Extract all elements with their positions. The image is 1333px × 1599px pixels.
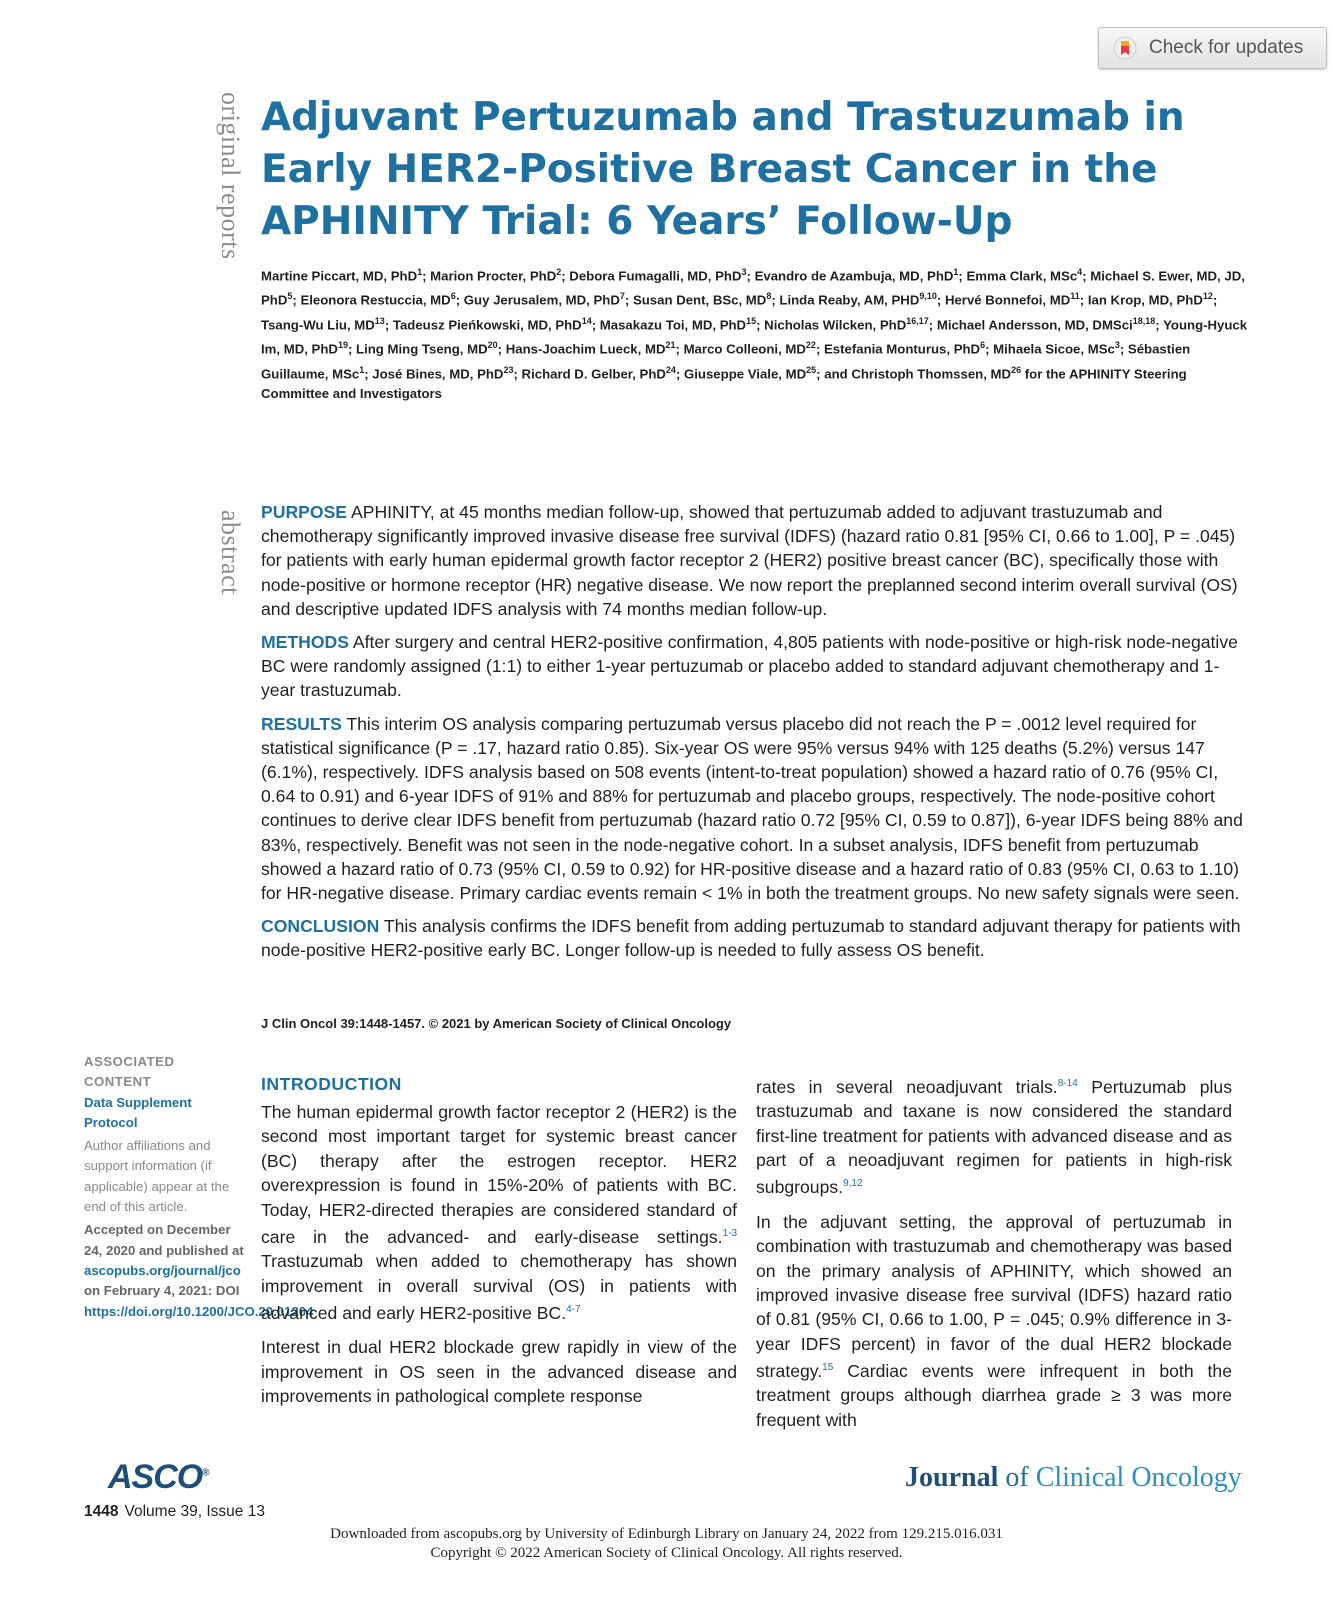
bookmark-icon: [1113, 36, 1137, 60]
author-name: Young-Hyuck Im, MD, PhD: [261, 317, 1248, 357]
author-name: Marion Procter, PhD: [430, 268, 557, 284]
intro-paragraph-1: [261, 1100, 737, 1325]
asco-logo: [108, 1458, 209, 1497]
author-name: Ian Krop, MD, PhD: [1087, 292, 1203, 308]
conclusion-text: This analysis confirms the IDFS benefit from adding pertuzumab to standard adjuvant therapy for patients with node-positive HER2-positive early BC. Longer follow-up is needed to fully assess OS benefit.: [261, 916, 1241, 961]
author-affiliation-ref: 26: [1011, 364, 1022, 375]
author-affiliation-ref: 6: [450, 291, 456, 302]
author-name: Debora Fumagalli, MD, PhD: [569, 268, 742, 284]
author-name: Linda Reaby, AM, PHD: [779, 292, 920, 308]
reference-link[interactable]: 9,12: [843, 1178, 863, 1190]
author-name: Hans-Joachim Lueck, MD: [505, 341, 666, 357]
author-name: Giuseppe Viale, MD: [684, 365, 807, 381]
section-label-original-reports: original reports: [216, 92, 245, 260]
data-supplement-link[interactable]: Data Supplement: [84, 1094, 192, 1110]
asco-logo-text: ASCO: [108, 1458, 203, 1496]
journal-logo-of: of: [998, 1462, 1036, 1493]
author-name: Emma Clark, MSc: [966, 268, 1078, 284]
article-title: Adjuvant Pertuzumab and Trastuzumab in Early HER2-Positive Breast Cancer in the APHINITY Trial: 6 Years’ Follow-Up: [261, 95, 1185, 244]
author-name: Sébastien Guillaume, MSc: [261, 341, 1191, 381]
section-label-abstract: abstract: [216, 510, 245, 595]
author-affiliation-ref: 1: [953, 267, 959, 277]
author-name: Masakazu Toi, MD, PhD: [599, 317, 747, 333]
page-info: [84, 1503, 265, 1521]
reference-link[interactable]: 15: [822, 1362, 834, 1374]
author-affiliation-ref: 12: [1202, 291, 1213, 302]
author-affiliation-ref: 6: [980, 340, 986, 351]
author-name: Tsang-Wu Liu, MD: [261, 317, 375, 333]
introduction-heading: INTRODUCTION: [261, 1074, 402, 1094]
associated-content-heading: ASSOCIATED CONTENT: [84, 1054, 175, 1090]
journal-logo: [905, 1462, 1242, 1494]
author-affiliation-ref: 3: [741, 267, 747, 277]
intro-p1-text: The human epidermal growth factor receptor 2 (HER2) is the second most important target for systemic breast cancer (BC) therapy after the estrogen receptor. HER2 overexpression is found in 15%-20% of patients with BC. Today, HER2-directed therapies are considered standard of care in the advanced- and early-disease settings.: [261, 1102, 737, 1247]
registered-mark: ®: [202, 1467, 209, 1479]
methods-label: METHODS: [261, 632, 349, 653]
journal-logo-first: Journal: [905, 1462, 999, 1493]
author-name: Michael S. Ewer, MD, JD, PhD: [261, 268, 1245, 308]
conclusion-label: CONCLUSION: [261, 916, 380, 937]
affiliations-note: Author affiliations and support information (if applicable) appear at the end of this article.: [84, 1138, 230, 1215]
author-name: José Bines, MD, PhD: [372, 365, 504, 381]
accepted-text: Accepted on December 24, 2020 and published at: [84, 1222, 244, 1258]
author-name: Estefania Monturus, PhD: [824, 341, 981, 357]
abstract-purpose: [261, 500, 1251, 621]
intro-paragraph-3: [756, 1072, 1232, 1200]
intro-p3b-text: Pertuzumab plus trastuzumab and taxane is now considered the standard first-line treatment for patients with advanced disease and as part of a neoadjuvant regimen for patients in high-risk subgroups.: [756, 1076, 1232, 1198]
doi-link[interactable]: https://doi.org/10.1200/JCO.20.01204: [84, 1303, 314, 1319]
intro-paragraph-2: Interest in dual HER2 blockade grew rapidly in view of the improvement in OS seen in the advanced disease and improvements in pathological complete response: [261, 1337, 737, 1407]
author-affiliation-ref: 13: [374, 315, 385, 326]
intro-p4-text: In the adjuvant setting, the approval of pertuzumab in combination with trastuzumab and chemotherapy was based on the primary analysis of APHINITY, which showed an improved invasive disease free survival (IDFS) hazard ratio of 0.81 (95% CI, 0.66 to 1.00, P = .045; 0.9% difference in 3-year IDFS percent) in favor of the dual HER2 blockade strategy.: [756, 1211, 1232, 1382]
intro-p3-text: rates in several neoadjuvant trials.: [756, 1076, 1058, 1097]
author-name: Tadeusz Pieńkowski, MD, PhD: [392, 317, 582, 333]
intro-p4b-text: Cardiac events were infrequent in both the treatment groups although diarrhea grade ≥ 3 was more frequent with: [756, 1361, 1232, 1430]
author-group-suffix: for the APHINITY Steering Committee and Investigators: [261, 365, 1187, 401]
author-name: Richard D. Gelber, PhD: [521, 365, 666, 381]
abstract: [261, 500, 1251, 972]
download-notice: Downloaded from ascopubs.org by University of Edinburgh Library on January 24, 2022 from 129.215.016.031: [330, 1526, 1003, 1542]
volume-issue: Volume 39, Issue 13: [124, 1503, 265, 1520]
author-affiliation-ref: 18,18: [1132, 315, 1156, 326]
journal-citation: J Clin Oncol 39:1448-1457. © 2021 by American Society of Clinical Oncology: [261, 1016, 732, 1031]
author-affiliation-ref: 15: [746, 315, 757, 326]
body-column-left: [261, 1072, 737, 1419]
publication-info: [84, 1220, 314, 1321]
author-affiliation-ref: 7: [619, 291, 625, 302]
author-affiliation-ref: 20: [487, 340, 498, 351]
author-affiliation-ref: 24: [665, 364, 676, 375]
intro-paragraph-4: [756, 1210, 1232, 1433]
reference-link[interactable]: 1-3: [722, 1228, 737, 1240]
journal-site-link[interactable]: ascopubs.org/journal/jco: [84, 1262, 241, 1278]
author-name: Susan Dent, BSc, MD: [632, 292, 767, 308]
author-name: Nicholas Wilcken, PhD: [764, 317, 907, 333]
copyright-notice: Copyright © 2022 American Society of Clinical Oncology. All rights reserved.: [430, 1545, 903, 1561]
author-name: Marco Colleoni, MD: [683, 341, 806, 357]
author-name: Michael Andersson, MD, DMSci: [936, 317, 1133, 333]
author-affiliation-ref: 1: [359, 364, 365, 375]
results-label: RESULTS: [261, 713, 342, 734]
author-list: Martine Piccart, MD, PhD$^1$; Marion Procter, PhD$^2$; Debora Fumagalli, MD, PhD$^3$; Evandro de Azambuja, MD, PhD$^1$; Emma Clark, MSc$^4$; Michael S. Ewer, MD, JD, PhD$^5$; Eleonora Restuccia, $MD^6$; Guy Jerusalem, MD, PhD$^7$; Susan Dent, BSc, $MD^8$; Linda Reaby, AM, PHD$^{9,10}$; Hervé Bonnefoi, MD$^{11}$; Ian Krop, MD, PhD$^{12}$; Tsang-Wu Liu, MD$^{13}$; Tadeusz Pieńkowski, MD, PhD$^{14}$; Masakazu Toi, MD, PhD$^{15}$; Nicholas Wilcken, PhD$^{16,17}$; Michael Andersson, MD, DMSci$^{18,18}$; Young-Hyuck Im, MD, PhD$^{19}$; Ling Ming Tseng, MD$^{20}$; Hans-Joachim Lueck, MD$^{21}$; Marco Colleoni, MD$^{22}$; Estefania Monturus, PhD$^6$; Mihaela Sicoe, MSc$^3$; Sébastien Guillaume, MSc$^1$; José Bines, MD, PhD$^{23}$; Richard D. Gelber, PhD$^{24}$; Giuseppe Viale, MD$^{25}$; and Christoph Thomssen, MD$^{26}$ for the APHINITY Steering Committee and Investigators: [261, 267, 1248, 401]
check-for-updates-label: Check for updates: [1149, 37, 1304, 58]
author-affiliation-ref: 3: [1114, 340, 1120, 351]
author-affiliation-ref: 2: [556, 267, 562, 277]
author-affiliation-ref: 9,10: [919, 291, 937, 302]
author-name: Martine Piccart, MD, PhD: [261, 268, 418, 284]
author-affiliation-ref: 25: [806, 364, 817, 375]
check-for-updates-button[interactable]: [1098, 27, 1327, 69]
journal-logo-rest: Clinical Oncology: [1035, 1462, 1242, 1493]
author-affiliation-ref: 8: [766, 291, 772, 302]
intro-p1b-text: Trastuzumab when added to chemotherapy has shown improvement in overall survival (OS) in patients with advanced and early HER2-positive BC.: [261, 1251, 737, 1323]
author-name: Hervé Bonnefoi, MD: [944, 292, 1071, 308]
author-affiliation-ref: 16,17: [906, 315, 929, 326]
author-name: Mihaela Sicoe, MSc: [993, 341, 1115, 357]
author-name: Eleonora Restuccia, MD: [300, 292, 451, 308]
author-affiliation-ref: 1: [417, 267, 423, 277]
abstract-results: [261, 712, 1251, 906]
author-name: and Christoph Thomssen, MD: [824, 365, 1012, 381]
reference-link[interactable]: 8-14: [1057, 1078, 1078, 1089]
published-on-text: on February 4, 2021: DOI: [84, 1283, 240, 1299]
author-affiliation-ref: 23: [503, 364, 514, 375]
author-affiliation-ref: 22: [805, 340, 816, 351]
body-column-right: [756, 1072, 1232, 1442]
protocol-link[interactable]: Protocol: [84, 1114, 138, 1130]
abstract-methods: [261, 630, 1251, 703]
page-number: 1448: [84, 1503, 119, 1520]
associated-content-sidebar: [84, 1052, 314, 1322]
purpose-text: APHINITY, at 45 months median follow-up, showed that pertuzumab added to adjuvant trastuzumab and chemotherapy significantly improved invasive disease free survival (IDFS) (hazard ratio 0.81 [95% CI, 0.66 to 1.00], P = .045) for patients with early human epidermal growth factor receptor 2 (HER2) positive breast cancer (BC), specifically those with node-positive or hormone receptor (HR) negative disease. We now report the preplanned second interim overall survival (OS) and descriptive updated IDFS analysis with 74 months median follow-up.: [261, 502, 1238, 619]
author-name: Ling Ming Tseng, MD: [356, 341, 488, 357]
author-affiliation-ref: 4: [1077, 267, 1083, 277]
purpose-label: PURPOSE: [261, 502, 348, 522]
author-name: Evandro de Azambuja, MD, PhD: [754, 268, 954, 284]
author-affiliation-ref: 5: [287, 291, 293, 302]
author-name: Guy Jerusalem, MD, PhD: [463, 292, 620, 308]
abstract-conclusion: [261, 914, 1251, 962]
methods-text: After surgery and central HER2-positive confirmation, 4,805 patients with node-positive or high-risk node-negative BC were randomly assigned (1:1) to either 1-year pertuzumab or placebo added to standard adjuvant chemotherapy and 1-year trastuzumab.: [261, 632, 1238, 701]
results-text: This interim OS analysis comparing pertuzumab versus placebo did not reach the P = .0012 level required for statistical significance (P = .17, hazard ratio 0.85). Six-year OS were 95% versus 94% with 125 deaths (5.2%) versus 147 (6.1%), respectively. IDFS analysis based on 508 events (intent-to-treat population) showed a hazard ratio of 0.76 (95% CI, 0.64 to 0.91) and 6-year IDFS of 91% and 88% for pertuzumab and placebo groups, respectively. The node-positive cohort continues to derive clear IDFS benefit from pertuzumab (hazard ratio 0.72 [95% CI, 0.59 to 0.87]), 6-year IDFS being 88% and 83%, respectively. Benefit was not seen in the node-negative cohort. In a subset analysis, IDFS benefit from pertuzumab showed a hazard ratio of 0.73 (95% CI, 0.59 to 0.92) for HR-positive disease and a hazard ratio of 0.83 (95% CI, 0.63 to 1.10) for HR-negative disease. Primary cardiac events remain < 1% in both the treatment groups. No new safety signals were seen.: [261, 713, 1243, 904]
reference-link[interactable]: 4-7: [566, 1304, 581, 1316]
author-affiliation-ref: 11: [1070, 291, 1080, 302]
author-affiliation-ref: 21: [665, 340, 676, 351]
author-affiliation-ref: 19: [337, 340, 348, 351]
author-affiliation-ref: 14: [581, 315, 592, 326]
